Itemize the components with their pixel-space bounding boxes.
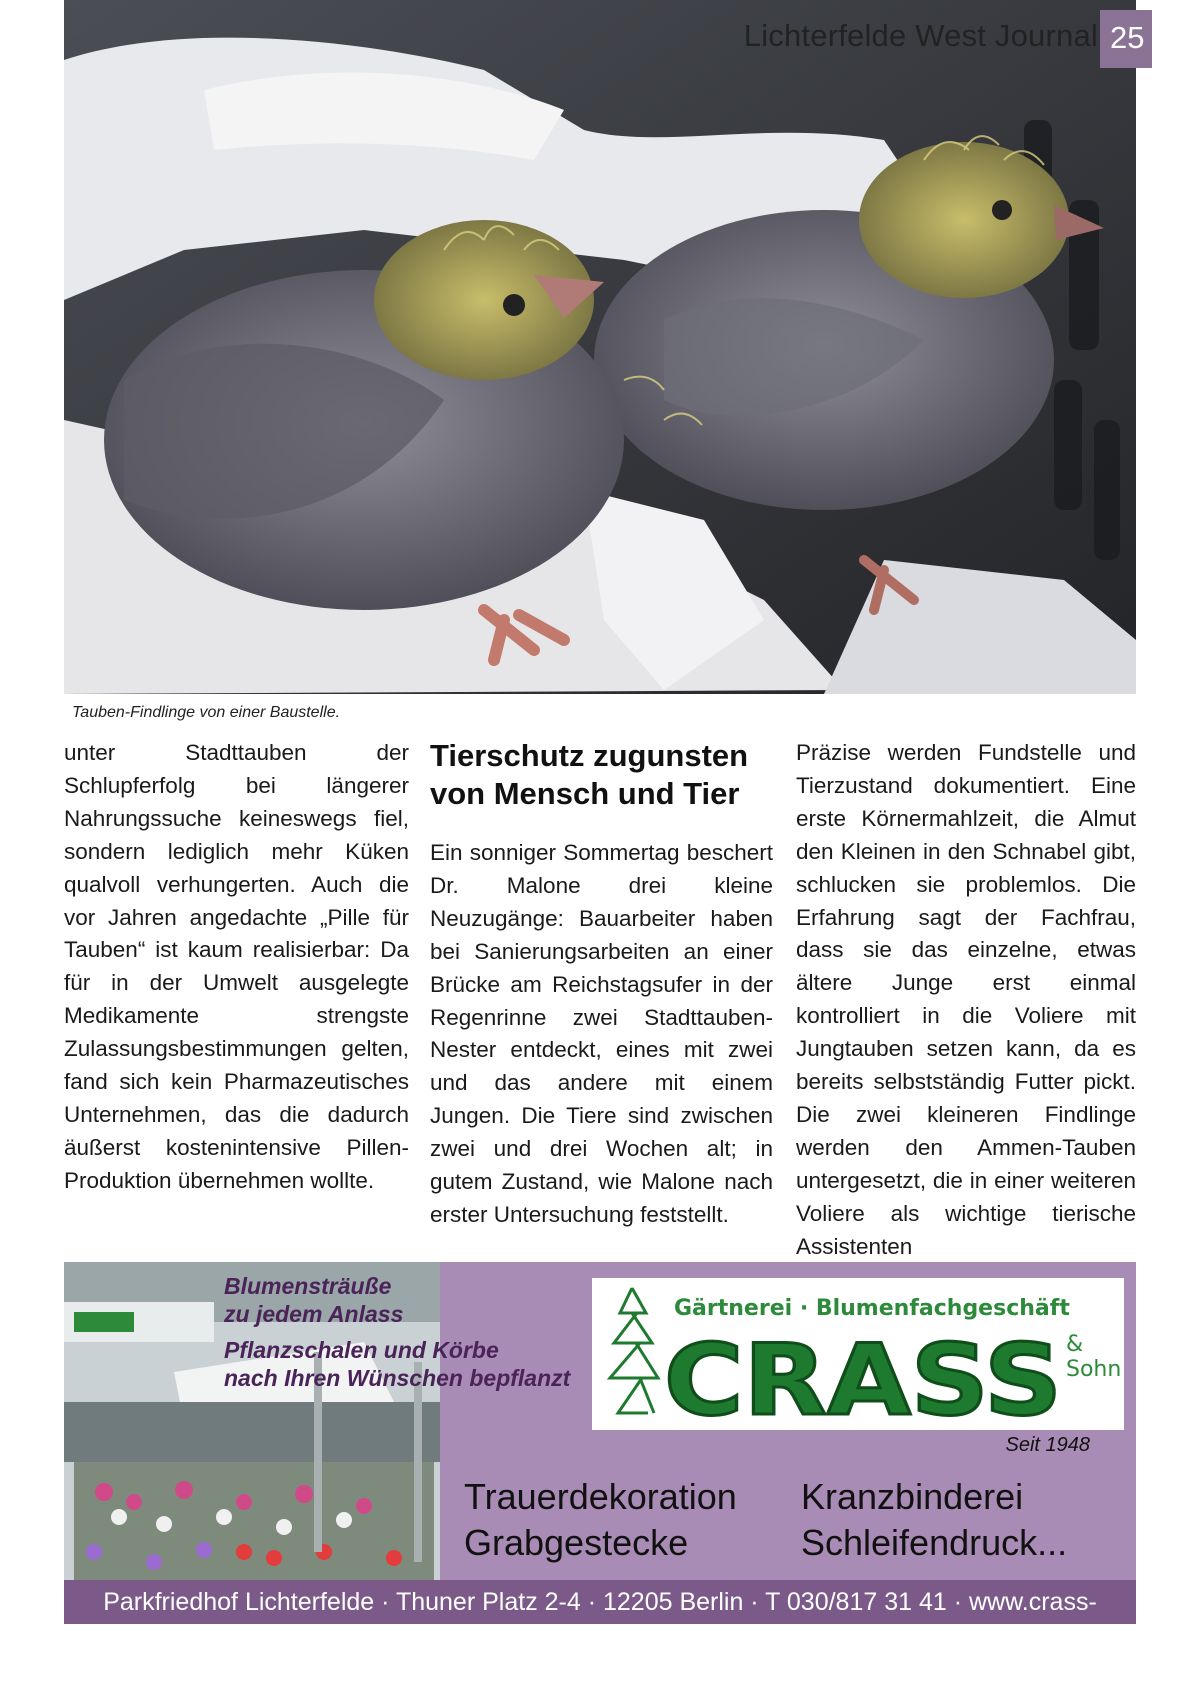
pigeon-chicks-photo [64,0,1136,694]
flowers-line-2: zu jedem Anlass [224,1301,404,1327]
article-column-1 [64,737,409,1198]
photo-caption: Tauben-Findlinge von einer Baustelle. [72,704,341,721]
flowers-line-1: Blumensträuße [224,1273,392,1299]
service-2-line-1: Kranzbinderei [801,1476,1024,1517]
service-group-2 [801,1474,1067,1566]
business-suffix: & Sohn [1066,1332,1122,1382]
tree-logo-icon [592,1278,672,1430]
service-1-line-2: Grabgestecke [464,1522,689,1563]
flowers-gap [224,1328,570,1336]
crass-logo-text: CRASS [664,1324,1062,1438]
page-number: 25 [1110,20,1145,55]
pigeon-chicks-illustration [64,0,1136,694]
article-column-3 [796,737,1136,1264]
service-1-line-1: Trauerdekoration [464,1476,737,1517]
column-3-text: Präzise werden Fundstelle und Tierzustand dokumentiert. Eine erste Körnermahlzeit, die Almut den Kleinen in den Schnabel gibt, schlucken sie problemlos. Die Erfahrung sagt der Fachfrau, dass sie das einzelne, etwas ältere Junge erst einmal kontrolliert in die Voliere mit Jungtauben setzen kann, da es bereits selbstständig Futter pickt. Die zwei kleineren Findlinge werden den Ammen-Tauben untergesetzt, die in einer weiteren Voliere als wichtige tierische Assistenten [796,740,1136,1259]
ad-contact-footer: Parkfriedhof Lichterfelde · Thuner Platz 2-4 · 12205 Berlin · T 030/817 31 41 · www.crass-sohn.de [64,1580,1136,1624]
article-headline: Tierschutz zugunsten von Mensch und Tier [430,738,749,811]
journal-title: Lichterfelde West Journal [743,18,1098,53]
plants-line-2: nach Ihren Wünschen bepflanzt [224,1365,571,1391]
column-1-text: unter Stadttauben der Schlupferfolg bei längerer Nahrungssuche keineswegs fiel, sondern lediglich mehr Küken qualvoll verhungerten. Auch die vor Jahren angedachte „Pille für Tauben“ ist kaum realisierbar: Da für in der Umwelt ausgelegte Medikamente strengste Zulassungsbestimmungen gelten, fand sich kein Pharmazeutisches Unternehmen, das die dadurch äußerst kostenintensive Pillen-Produktion übernehmen wollte. [64,740,409,1193]
page-number-tab [1100,10,1152,68]
page-header [0,0,1200,78]
founded-year: Seit 1948 [1005,1434,1090,1456]
article-column-2 [430,737,773,1232]
plants-line-1: Pflanzschalen und Körbe [224,1337,499,1363]
business-type: Gärtnerei · Blumenfachgeschäft [674,1296,1070,1321]
column-2-text: Ein sonniger Sommertag beschert Dr. Malone drei kleine Neuzugänge: Bauarbeiter haben bei Sanierungsarbeiten an einer Brücke am Reichstagsufer in der Regenrinne zwei Stadttauben-Nester entdeckt, eines mit zwei und das andere mit einem Jungen. Die Tiere sind zwischen zwei und drei Wochen alt; in gutem Zustand, wie Malone nach erster Untersuchung feststellt. [430,840,773,1227]
ad-flowers-text [224,1272,570,1392]
service-group-1 [464,1474,737,1566]
crass-advertisement [64,1262,1136,1660]
service-2-line-2: Schleifendruck... [801,1522,1068,1563]
crass-logo [664,1324,1062,1438]
